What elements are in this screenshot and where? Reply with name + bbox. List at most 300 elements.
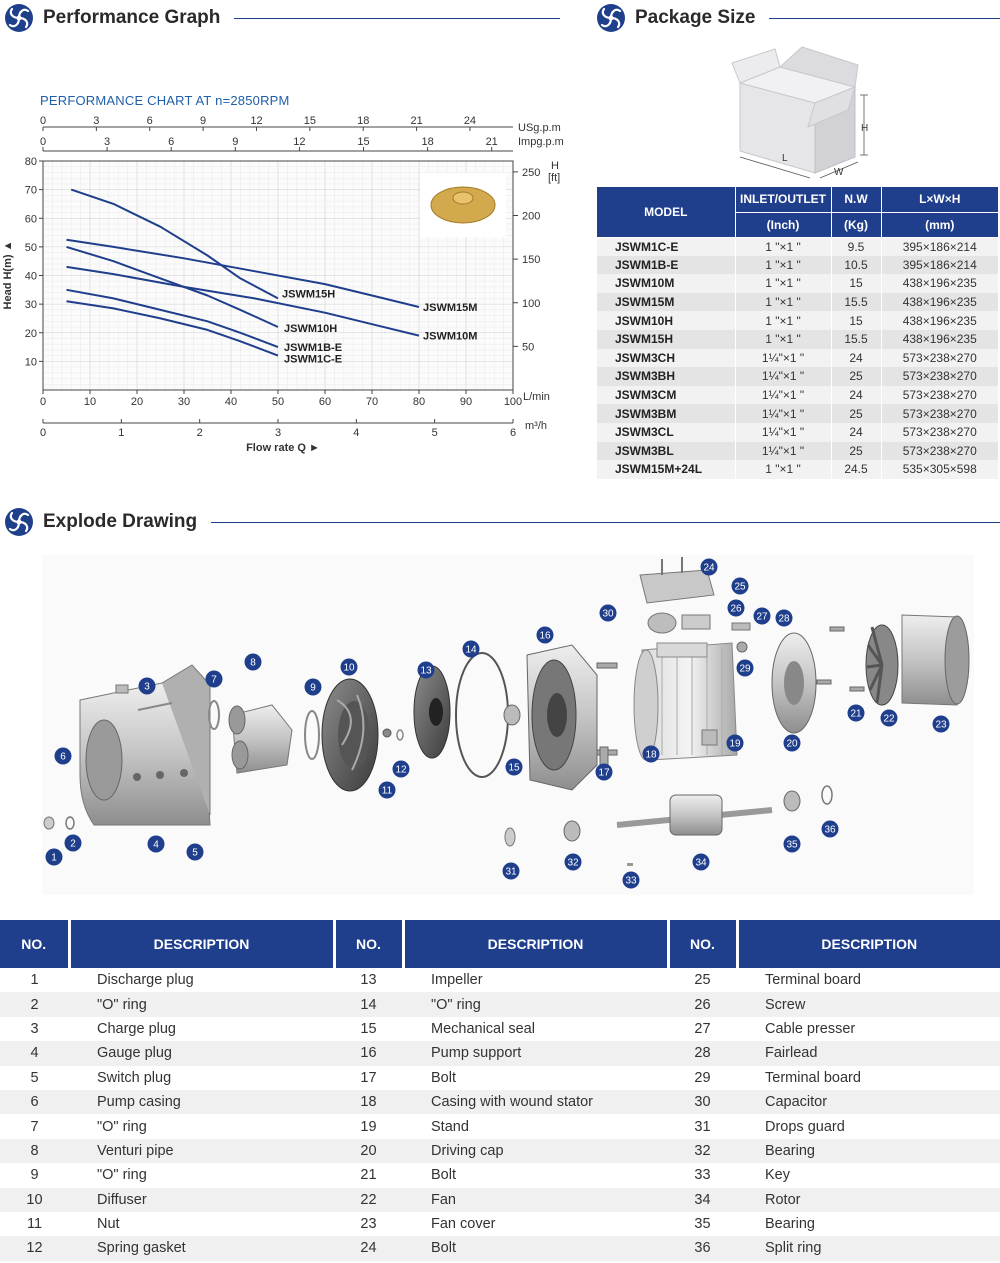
part-description-cell: Impeller [403,968,668,992]
package-table-body [597,237,999,479]
model-header: MODEL [597,187,735,237]
part-marker-label: 9 [310,682,316,694]
heading-divider [234,18,560,19]
usgpm-tick-label: 3 [93,115,100,127]
part-marker-label: 28 [778,613,790,625]
inlet-unit-header: (Inch) [735,212,831,237]
dimension-cell: 395×186×214 [881,256,999,275]
part-number-cell: 32 [668,1139,737,1163]
part-marker-label: 16 [539,630,551,642]
series-label: JSWM1B-E [284,342,343,355]
impgpm-tick-label: 3 [104,136,111,148]
part-marker-label: 24 [703,562,715,574]
part-number-cell: 5 [0,1066,69,1090]
series-label: JSWM10H [284,323,338,336]
part-marker-label: 13 [420,665,432,677]
usgpm-tick-label: 12 [250,115,263,127]
no-header: NO. [334,920,403,968]
weight-cell: 15 [831,274,881,293]
x-tick-label: 80 [412,396,426,408]
part-marker-label: 34 [695,857,707,869]
part-description-cell: Bearing [737,1139,1000,1163]
impgpm-tick-label: 21 [485,136,498,148]
package-size-title: Package Size [635,7,756,28]
part-description-cell: Charge plug [69,1017,334,1041]
part-marker [754,608,771,625]
impeller-logo-icon [596,3,626,33]
x-axis-title: Flow rate Q ► [246,442,320,454]
part-number-cell: 27 [668,1017,737,1041]
x-axis-unit-label: L/min [523,391,550,403]
part-marker [506,759,523,776]
part-marker [418,662,435,679]
weight-cell: 25 [831,404,881,423]
part-marker [65,835,82,852]
ft-axis-label: [ft] [548,172,561,184]
model-cell: JSWM15M+24L [597,460,735,479]
m3h-tick-label: 2 [196,427,203,439]
part-description-cell: Bearing [737,1212,1000,1236]
package-row [597,442,999,461]
x-tick-label: 10 [83,396,97,408]
model-cell: JSWM3CH [597,349,735,368]
y-axis-title: Head H(m) ▲ [2,240,14,310]
part-marker [784,735,801,752]
impgpm-tick-label: 18 [421,136,434,148]
inlet-cell: 1 "×1 " [735,330,831,349]
y-tick-label: 10 [24,356,37,369]
part-marker [393,761,410,778]
part-marker-label: 32 [567,857,579,869]
fan-part [866,625,898,705]
part-marker-label: 17 [598,767,610,779]
y-tick-label: 50 [24,241,37,254]
part-description-cell: Drops guard [737,1114,1000,1138]
dimension-cell: 573×238×270 [881,386,999,405]
part-marker-label: 31 [505,866,517,878]
part-number-cell: 29 [668,1066,737,1090]
package-row [597,404,999,423]
part-marker-label: 10 [343,662,355,674]
part-description-cell: Fan [403,1188,668,1212]
part-description-cell: Pump support [403,1041,668,1065]
part-marker [623,872,640,889]
part-description-cell: Discharge plug [69,968,334,992]
series-label: JSWM15M [423,301,478,314]
part-description-cell: Fan cover [403,1212,668,1236]
dimension-cell: 438×196×235 [881,274,999,293]
inlet-cell: 1 "×1 " [735,311,831,330]
part-marker [503,863,520,880]
weight-cell: 24 [831,386,881,405]
part-number-cell: 10 [0,1188,69,1212]
table-row [0,1041,1000,1065]
part-marker-label: 22 [883,713,895,725]
x-tick-label: 60 [318,396,332,408]
usgpm-unit-label: USg.p.m [518,122,561,134]
x-tick-label: 70 [365,396,379,408]
part-marker [728,600,745,617]
weight-cell: 24 [831,423,881,442]
inlet-header: INLET/OUTLET [735,187,831,212]
box-height-label: H [861,123,869,134]
dimension-cell: 573×238×270 [881,367,999,386]
package-row [597,256,999,275]
inlet-cell: 1 "×1 " [735,274,831,293]
part-marker-label: 20 [786,738,798,750]
part-description-cell: Bolt [403,1163,668,1187]
part-marker-label: 30 [602,608,614,620]
part-marker-label: 7 [211,674,217,686]
part-number-cell: 36 [668,1236,737,1260]
package-size-table [597,187,999,479]
package-size-heading [596,3,1000,33]
part-number-cell: 20 [334,1139,403,1163]
description-header: DESCRIPTION [403,920,668,968]
explode-drawing-svg [42,555,974,895]
inlet-cell: 1 "×1 " [735,293,831,312]
inlet-cell: 1¼"×1 " [735,349,831,368]
part-description-cell: Switch plug [69,1066,334,1090]
y-tick-label: 60 [24,213,37,226]
part-number-cell: 22 [334,1188,403,1212]
part-marker-label: 4 [153,839,159,851]
dimension-cell: 438×196×235 [881,311,999,330]
part-description-cell: "O" ring [69,1114,334,1138]
impeller-logo-icon [4,507,34,537]
part-marker-label: 19 [729,738,741,750]
part-number-cell: 13 [334,968,403,992]
part-description-cell: Spring gasket [69,1236,334,1260]
part-marker [463,641,480,658]
table-row [0,1139,1000,1163]
part-number-cell: 9 [0,1163,69,1187]
table-row [0,968,1000,992]
dimension-cell: 573×238×270 [881,423,999,442]
part-description-cell: Bolt [403,1236,668,1260]
inlet-cell: 1 "×1 " [735,256,831,275]
model-cell: JSWM3CM [597,386,735,405]
weight-cell: 15.5 [831,293,881,312]
part-marker-label: 27 [756,611,768,623]
ft-tick-label: 200 [522,210,541,223]
impeller-logo-icon [4,3,34,33]
performance-graph-heading [4,3,560,33]
usgpm-tick-label: 21 [410,115,423,127]
part-marker [776,610,793,627]
weight-cell: 10.5 [831,256,881,275]
model-cell: JSWM3CL [597,423,735,442]
part-marker-label: 11 [381,785,393,797]
part-description-cell: Split ring [737,1236,1000,1260]
part-number-cell: 31 [668,1114,737,1138]
part-number-cell: 26 [668,992,737,1016]
diffuser-part [322,679,378,791]
m3h-tick-label: 6 [509,427,517,439]
ft-tick-label: 50 [522,341,535,354]
package-row [597,237,999,256]
m3h-tick-label: 0 [39,427,47,439]
part-marker-label: 26 [730,603,742,615]
usgpm-tick-label: 6 [146,115,153,127]
table-row [0,1188,1000,1212]
part-number-cell: 11 [0,1212,69,1236]
dimension-cell: 438×196×235 [881,330,999,349]
m3h-tick-label: 5 [431,427,438,439]
dimension-cell: 395×186×214 [881,237,999,256]
pump-support-part [527,645,597,790]
part-marker-label: 36 [824,824,836,836]
usgpm-tick-label: 9 [200,115,207,127]
inlet-cell: 1 "×1 " [735,237,831,256]
performance-graph-title: Performance Graph [43,7,221,28]
part-marker-label: 2 [70,838,76,850]
m3h-tick-label: 1 [118,427,125,439]
x-tick-label: 40 [224,396,238,408]
part-description-cell: Capacitor [737,1090,1000,1114]
part-description-cell: Cable presser [737,1017,1000,1041]
part-number-cell: 12 [0,1236,69,1260]
y-tick-label: 80 [24,156,37,168]
model-cell: JSWM3BM [597,404,735,423]
package-row [597,293,999,312]
part-description-cell: "O" ring [69,992,334,1016]
m3h-tick-label: 3 [274,427,282,439]
part-marker-label: 29 [739,663,751,675]
package-box-illustration [730,45,880,180]
part-number-cell: 19 [334,1114,403,1138]
impgpm-tick-label: 0 [39,136,47,148]
table-row [0,1066,1000,1090]
table-row [0,1163,1000,1187]
heading-divider [769,18,1000,19]
part-number-cell: 7 [0,1114,69,1138]
series-label: JSWM1C-E [284,353,343,366]
part-marker [139,678,156,695]
table-row [0,1017,1000,1041]
part-number-cell: 24 [334,1236,403,1260]
model-cell: JSWM3BH [597,367,735,386]
part-marker-label: 1 [51,852,57,864]
weight-header: N.W [831,187,881,212]
part-marker [537,627,554,644]
inlet-cell: 1¼"×1 " [735,386,831,405]
package-row [597,423,999,442]
part-number-cell: 4 [0,1041,69,1065]
box-width-label: W [834,167,844,178]
part-description-cell: Mechanical seal [403,1017,668,1041]
dimension-cell: 438×196×235 [881,293,999,312]
x-tick-label: 0 [39,396,47,408]
explode-drawing-title: Explode Drawing [43,511,198,532]
weight-cell: 24 [831,349,881,368]
usgpm-tick-label: 18 [357,115,370,127]
performance-chart-svg [0,85,570,465]
part-number-cell: 15 [334,1017,403,1041]
part-marker [341,659,358,676]
dimension-cell: 573×238×270 [881,442,999,461]
part-description-cell: "O" ring [69,1163,334,1187]
part-number-cell: 35 [668,1212,737,1236]
impgpm-tick-label: 9 [232,136,239,148]
part-marker [206,671,223,688]
part-marker-label: 35 [786,839,798,851]
x-tick-label: 30 [177,396,191,408]
x-tick-label: 100 [503,396,523,408]
part-marker [305,679,322,696]
part-marker-label: 33 [625,875,637,887]
no-header: NO. [0,920,69,968]
part-number-cell: 23 [334,1212,403,1236]
inlet-cell: 1¼"×1 " [735,423,831,442]
weight-cell: 25 [831,442,881,461]
part-marker [737,660,754,677]
venturi-pipe-part [229,705,292,773]
part-marker [46,849,63,866]
rotor-part [617,795,772,835]
part-marker [933,716,950,733]
part-marker-label: 15 [508,762,520,774]
parts-table-body [0,968,1000,1261]
part-number-cell: 1 [0,968,69,992]
part-number-cell: 6 [0,1090,69,1114]
part-description-cell: Fairlead [737,1041,1000,1065]
part-marker-label: 25 [734,581,746,593]
explode-drawing [42,555,974,895]
part-marker [379,782,396,799]
part-marker [701,559,718,576]
model-cell: JSWM10H [597,311,735,330]
package-row [597,330,999,349]
y-tick-label: 40 [24,270,37,283]
part-number-cell: 2 [0,992,69,1016]
impeller-hub [453,192,473,204]
part-number-cell: 8 [0,1139,69,1163]
weight-cell: 15.5 [831,330,881,349]
description-header: DESCRIPTION [69,920,334,968]
part-number-cell: 30 [668,1090,737,1114]
part-number-cell: 17 [334,1066,403,1090]
weight-cell: 24.5 [831,460,881,479]
usgpm-tick-label: 0 [39,115,47,127]
weight-cell: 15 [831,311,881,330]
inlet-cell: 1¼"×1 " [735,404,831,423]
part-marker-label: 6 [60,751,66,763]
part-number-cell: 3 [0,1017,69,1041]
table-row [0,1236,1000,1260]
part-description-cell: Stand [403,1114,668,1138]
ft-tick-label: 150 [522,254,541,267]
parts-list-table [0,920,1000,1261]
part-marker [693,854,710,871]
performance-chart [0,85,570,465]
part-description-cell: Terminal board [737,968,1000,992]
part-marker [848,705,865,722]
part-marker [643,746,660,763]
impgpm-tick-label: 15 [357,136,370,148]
part-description-cell: Key [737,1163,1000,1187]
part-description-cell: Driving cap [403,1139,668,1163]
part-marker-label: 12 [395,764,407,776]
impgpm-tick-label: 6 [168,136,175,148]
model-cell: JSWM10M [597,274,735,293]
inlet-cell: 1 "×1 " [735,460,831,479]
description-header: DESCRIPTION [737,920,1000,968]
part-marker [565,854,582,871]
inlet-cell: 1¼"×1 " [735,442,831,461]
dimension-cell: 535×305×598 [881,460,999,479]
part-marker [55,748,72,765]
part-number-cell: 34 [668,1188,737,1212]
x-tick-label: 50 [271,396,285,408]
part-number-cell: 28 [668,1041,737,1065]
series-label: JSWM10M [423,330,478,343]
table-row [0,1114,1000,1138]
y-tick-label: 70 [24,184,37,197]
stator-casing-part [634,643,737,760]
part-description-cell: Gauge plug [69,1041,334,1065]
package-row [597,460,999,479]
explode-drawing-heading [4,507,1000,537]
part-number-cell: 18 [334,1090,403,1114]
part-marker [596,764,613,781]
part-number-cell: 33 [668,1163,737,1187]
weight-cell: 25 [831,367,881,386]
x-tick-label: 90 [459,396,473,408]
package-row [597,349,999,368]
part-marker-label: 8 [250,657,256,669]
impgpm-unit-label: Impg.p.m [518,136,564,148]
package-row [597,274,999,293]
x-tick-label: 20 [130,396,144,408]
dimension-cell: 573×238×270 [881,349,999,368]
part-marker [881,710,898,727]
part-marker [600,605,617,622]
package-row [597,367,999,386]
part-number-cell: 14 [334,992,403,1016]
part-marker-label: 3 [144,681,150,693]
part-description-cell: Venturi pipe [69,1139,334,1163]
part-description-cell: "O" ring [403,992,668,1016]
part-marker [732,578,749,595]
part-number-cell: 21 [334,1163,403,1187]
model-cell: JSWM15H [597,330,735,349]
part-description-cell: Screw [737,992,1000,1016]
dimension-unit-header: (mm) [881,212,999,237]
model-cell: JSWM1C-E [597,237,735,256]
table-row [0,1212,1000,1236]
part-marker-label: 21 [850,708,862,720]
model-cell: JSWM15M [597,293,735,312]
part-number-cell: 16 [334,1041,403,1065]
part-description-cell: Bolt [403,1066,668,1090]
part-description-cell: Casing with wound stator [403,1090,668,1114]
model-cell: JSWM3BL [597,442,735,461]
no-header: NO. [668,920,737,968]
part-description-cell: Pump casing [69,1090,334,1114]
inlet-cell: 1¼"×1 " [735,367,831,386]
y-tick-label: 20 [24,327,37,340]
part-marker [822,821,839,838]
part-marker [727,735,744,752]
m3h-tick-label: 4 [353,427,360,439]
ft-axis-label: H [551,160,559,172]
part-number-cell: 25 [668,968,737,992]
part-marker-label: 18 [645,749,657,761]
part-marker [187,844,204,861]
box-length-label: L [782,153,788,164]
m3h-unit-label: m³/h [525,420,547,432]
